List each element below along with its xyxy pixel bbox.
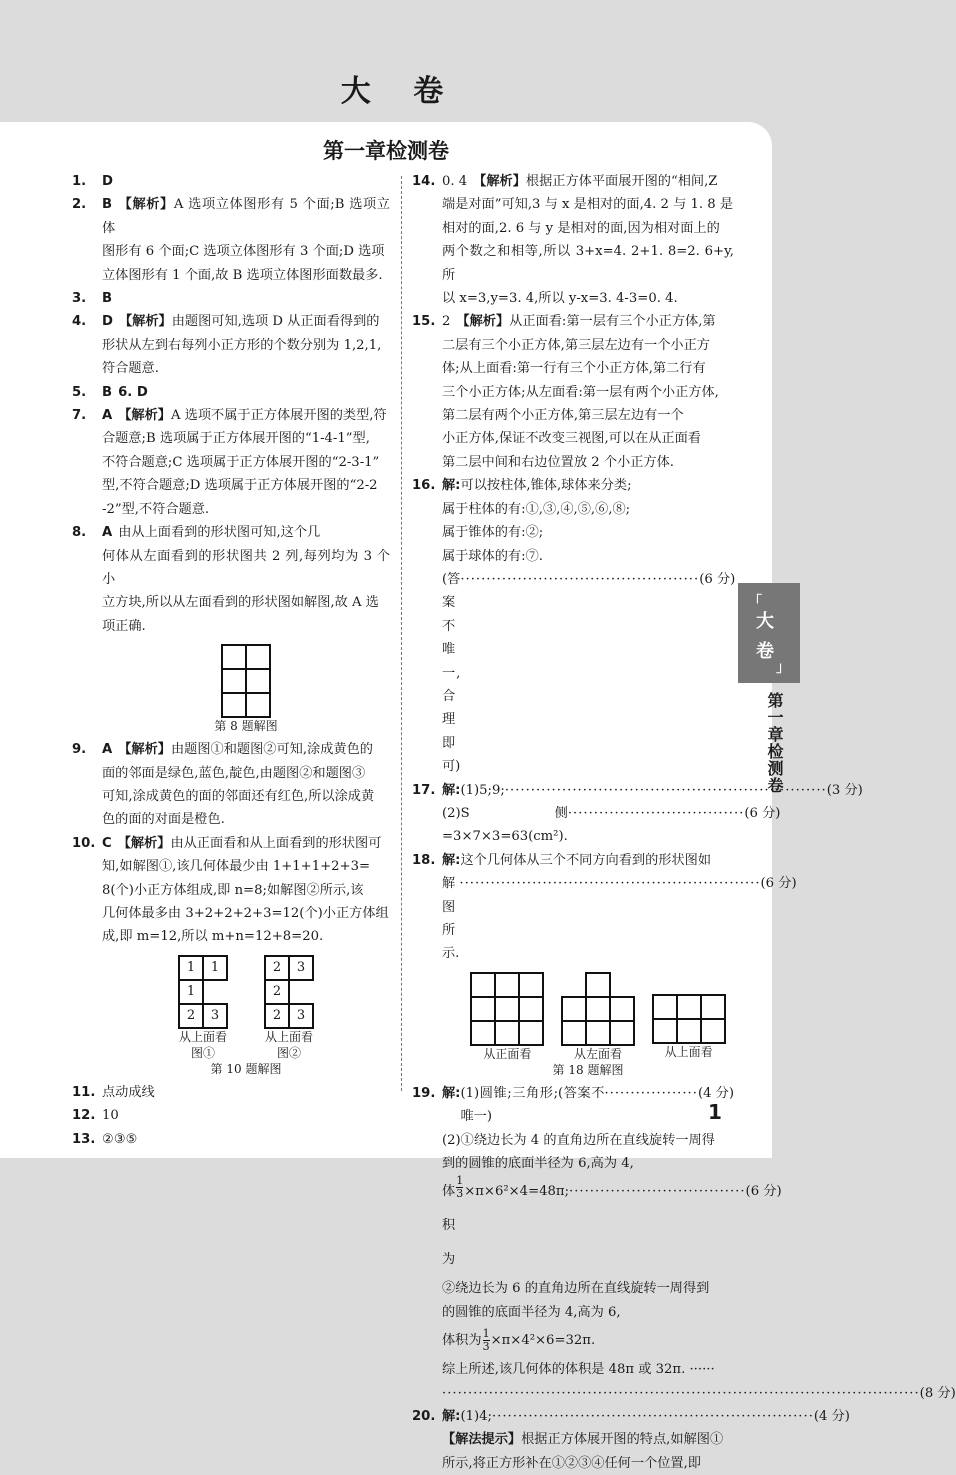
question-20: 20. 解: (1)4; ······························································ (4 分) 【解法提示】根据正方体展开图的特点,如解图① 所示,将正方形补在①②③④任何一个位置,即: [412, 1409, 850, 1471]
side-chapter-label: 第一章检测卷: [765, 692, 784, 794]
question-10: 10. C 【解析】由从正面看和从上面看到的形状图可 知,如解图①,该几何体最少由 1+1+1+2+3= 8(个)小正方体组成,即 n=8;如解图②所示,该 几何体最多由 3+2+2+2+3=12(个)小正方体组 成,即 m=12,所以 m+n=12+8=20. 1 1 1 2 3 从上面看 图① 2 3 2 2 3 从上面看 图② 第 10 题解图: [72, 835, 389, 1076]
top-view-figure-1: 1 1 1 2 3 从上面看 图①: [178, 955, 228, 1061]
top-side-view-grid: [652, 972, 726, 1044]
question-4: 4. D 【解析】由题图可知,选项 D 从正面看得到的 形状从左到右每列小正方形的个数分别为 1,2,1, 符合题意.: [72, 314, 382, 377]
question-15: 15. 2 【解析】从正面看:第一层有三个小正方体,第 二层有三个小正方体,第三层左边有一个小正方 体;从上面看:第一行有三个小正方体,第二行有 三个小正方体;从左面看:第一层有两个小正方体, 第二层有两个小正方体,第三层左边有一个 小正方体,保证不改变三视图,可以在从正面看 第二层中间和右边位置放 2 个小正方体.: [412, 314, 719, 470]
question-17: 17. 解: (1)5;9; ······························································ (3 分) (2)S侧=3×7×3=63(cm²). ·································· (6 分): [412, 782, 863, 845]
question-19: 19. 解: (1)圆锥;三角形;(答案不唯一) ·················· (4 分) (2)①绕边长为 4 的直角边所在直线旋转一周得 到的圆锥的底面半径为 6,高为 4, 体积为 $\frac{1}{3}$ ×π×6²×4=48π; ·································· (6 分) ②绕边长为 6 的直角边所在直线旋转一周得到 的圆锥的底面半径为 4,高为 6, 体积为 $\frac{1}{3}$ ×π×4²×6=32π. 综上所述,该几何体的体积是 48π 或 32π. ······ ···························································································· (8 分): [412, 1085, 956, 1401]
column-divider: [401, 176, 402, 1091]
left-side-view-grid: [561, 972, 635, 1046]
question-13: 13. ②③⑤: [72, 1131, 138, 1147]
question-18: 18. 解:这个几何体从三个不同方向看到的形状图如 解图所示. ·························································· (6 分) 从正面看 从左面看 从上面看 第 18 题解图: [412, 852, 797, 1077]
question-16: 16. 解:可以按柱体,锥体,球体来分类; 属于柱体的有:①,③,④,⑤,⑥,⑧; 属于锥体的有:②; 属于球体的有:⑦. (答案不唯一,合理即可) ·············································· (6 分): [412, 478, 736, 775]
section-tab: 「 大 卷 」: [738, 583, 800, 683]
top-view-grid-1: 1 1 1 2 3: [178, 955, 228, 1029]
figure-caption: 第 8 题解图: [214, 719, 278, 734]
left-column: [72, 170, 390, 1151]
question-5-6: 5. B 6. D: [72, 384, 148, 400]
question-8: 8. A 由从上面看到的形状图可知,这个几 何体从左面看到的形状图共 2 列,每列均为 3 个小 立方块,所以从左面看到的形状图如解图,故 A 选 项正确. 第 8 题解图: [72, 525, 390, 734]
front-view-grid: [470, 972, 544, 1046]
page-number: 1: [708, 1100, 722, 1124]
question-3: 3. B: [72, 291, 113, 307]
question-9: 9. A 【解析】由题图①和题图②可知,涂成黄色的 面的邻面是绿色,蓝色,靛色,由题图②和题图③ 可知,涂成黄色的面的邻面还有红色,所以涂成黄 色的面的对面是橙色.: [72, 742, 375, 828]
fraction-one-third: $\frac{1}{3}$: [482, 1327, 490, 1354]
question-11: 11. 点动成线: [72, 1084, 155, 1100]
top-view-grid-2: 2 3 2 2 3: [264, 955, 314, 1029]
figure-q18: [442, 972, 734, 1078]
question-12: 12. 10: [72, 1108, 119, 1124]
question-14: 14. 0. 4 【解析】根据正方体平面展开图的“相间,Z 端是对面”可知,3 与 x 是相对的面,4. 2 与 1. 8 是 相对的面,2. 6 与 y 是相对的面,因为相对面上的 两个数之和相等,所以 3+x=4. 2+1. 8=2. 6+y,所 以 x=3,y=3. 4,所以 y-x=3. 4-3=0. 4.: [412, 174, 734, 307]
left-view: 从左面看: [561, 972, 635, 1062]
figure-caption: 第 10 题解图: [210, 1061, 282, 1076]
question-2: 2. B 【解析】A 选项立体图形有 5 个面;B 选项立体 图形有 6 个面;C 选项立体图形有 3 个面;D 选项 立体图形有 1 个面,故 B 选项立体图形面数最多.: [72, 197, 390, 283]
fraction-one-third: $\frac{1}{3}$: [456, 1174, 464, 1201]
front-view: 从正面看: [470, 972, 544, 1062]
figure-q8: [102, 644, 390, 734]
page-big-title: 大 卷: [340, 74, 460, 109]
left-view-grid: [221, 644, 271, 718]
chapter-title: 第一章检测卷: [323, 139, 449, 163]
figure-q10: [102, 955, 390, 1077]
figure-caption: 第 18 题解图: [552, 1062, 624, 1077]
top-view-figure-2: 2 3 2 2 3 从上面看 图②: [264, 955, 314, 1061]
top-view: 从上面看: [652, 972, 726, 1062]
question-7: 7. A 【解析】A 选项不属于正方体展开图的类型,符 合题意;B 选项属于正方体展开图的“1-4-1”型, 不符合题意;C 选项属于正方体展开图的“2-3-1” 型,不符合题意;D 选项属于正方体展开图的“2-2 -2”型,不符合题意.: [72, 408, 387, 517]
question-1: 1. D: [72, 174, 113, 189]
